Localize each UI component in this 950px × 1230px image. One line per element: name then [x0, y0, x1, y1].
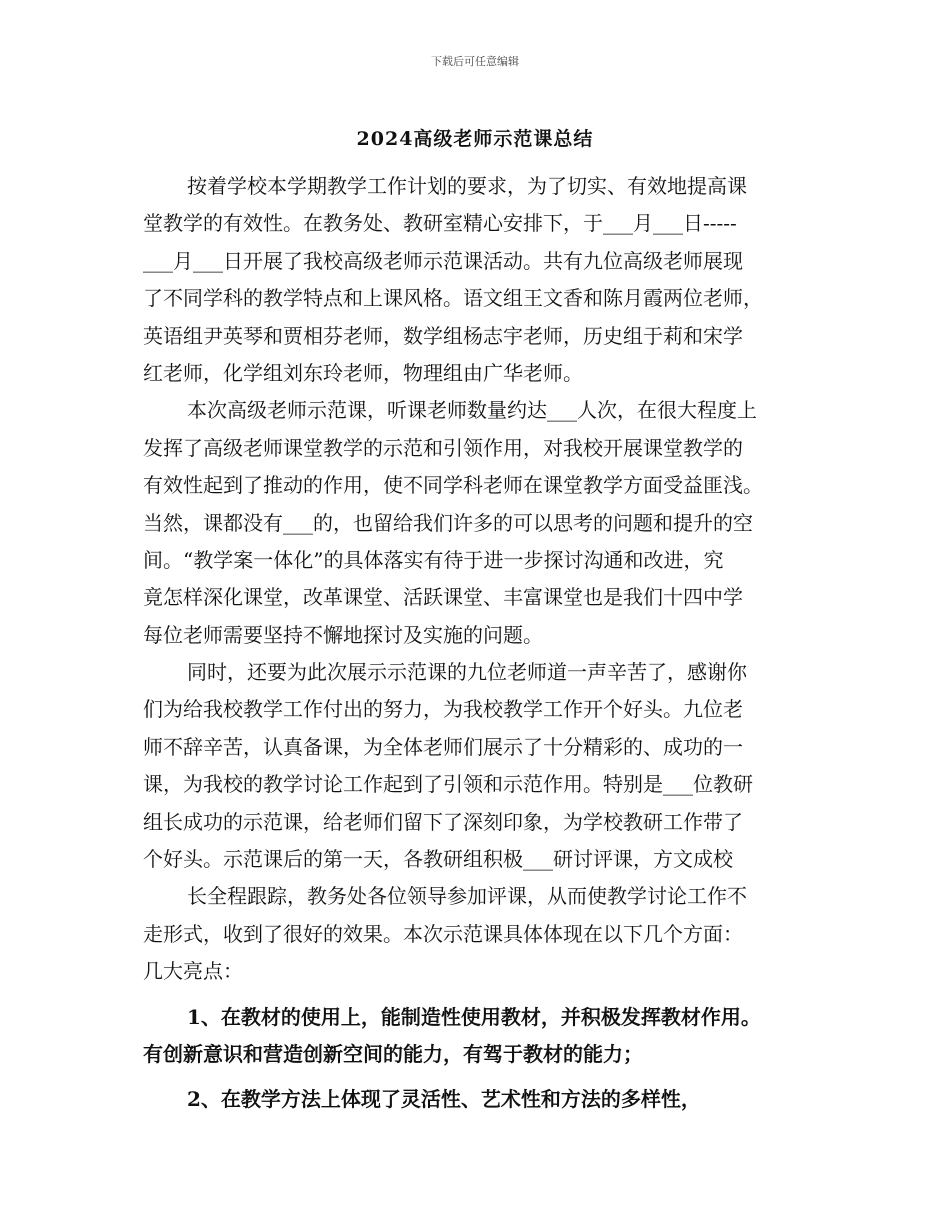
paragraph-line: 课，为我校的教学讨论工作起到了引领和示范作用。特别是___位教研: [143, 772, 753, 797]
header-note: 下载后可任意编辑: [431, 55, 519, 68]
paragraph-line: 堂教学的有效性。在教务处、教研室精心安排下，于___月___日-----: [143, 211, 737, 236]
paragraph-line: 几大亮点：: [143, 959, 243, 984]
paragraph-line: 有效性起到了推动的作用，使不同学科老师在课堂教学方面受益匪浅。: [143, 473, 763, 498]
document-title: 2024高级老师示范课总结: [356, 128, 594, 150]
paragraph-line: 红老师，化学组刘东玲老师，物理组由广华老师。: [143, 360, 583, 385]
paragraph-line: 组长成功的示范课，给老师们留下了深刻印象，为学校教研工作带了: [143, 809, 743, 834]
paragraph-line: 了不同学科的教学特点和上课风格。语文组王文香和陈月霞两位老师，: [143, 286, 763, 311]
highlight-item-1-continued: 有创新意识和营造创新空间的能力，有驾于教材的能力；: [143, 1041, 643, 1066]
paragraph-line: 长全程跟踪，教务处各位领导参加评课，从而使教学讨论工作不: [187, 884, 747, 909]
paragraph-line: 英语组尹英琴和贾相芬老师，数学组杨志宇老师，历史组于莉和宋学: [143, 323, 743, 348]
paragraph-line: 同时，还要为此次展示示范课的九位老师道一声辛苦了，感谢你: [187, 660, 747, 685]
paragraph-line: 当然，课都没有___的，也留给我们许多的可以思考的问题和提升的空: [143, 510, 753, 535]
highlight-item-1: 1、在教材的使用上，能制造性使用教材，并积极发挥教材作用。: [187, 1004, 761, 1029]
paragraph-line: 发挥了高级老师课堂教学的示范和引领作用，对我校开展课堂教学的: [143, 435, 743, 460]
paragraph-line: 们为给我校教学工作付出的努力，为我校教学工作开个好头。九位老: [143, 697, 743, 722]
paragraph-line: 每位老师需要坚持不懈地探讨及实施的问题。: [143, 622, 543, 647]
highlight-item-2: 2、在教学方法上体现了灵活性、艺术性和方法的多样性，: [187, 1087, 701, 1112]
paragraph-line: 师不辞辛苦，认真备课，为全体老师们展示了十分精彩的、成功的一: [143, 734, 743, 759]
paragraph-line: 走形式，收到了很好的效果。本次示范课具体体现在以下几个方面：: [143, 921, 743, 946]
paragraph-line: 间。“教学案一体化”的具体落实有待于进一步探讨沟通和改进，究: [143, 547, 724, 572]
paragraph-line: 竟怎样深化课堂，改革课堂、活跃课堂、丰富课堂也是我们十四中学: [143, 585, 743, 610]
paragraph-line: 个好头。示范课后的第一天，各教研组积极___研讨评课，方文成校: [143, 847, 733, 872]
document-body: [143, 168, 809, 1119]
paragraph-line: ___月___日开展了我校高级老师示范课活动。共有九位高级老师展现: [143, 248, 743, 273]
paragraph-line: 按着学校本学期教学工作计划的要求，为了切实、有效地提高课: [187, 174, 747, 198]
paragraph-line: 本次高级老师示范课，听课老师数量约达___人次，在很大程度上: [187, 398, 757, 423]
